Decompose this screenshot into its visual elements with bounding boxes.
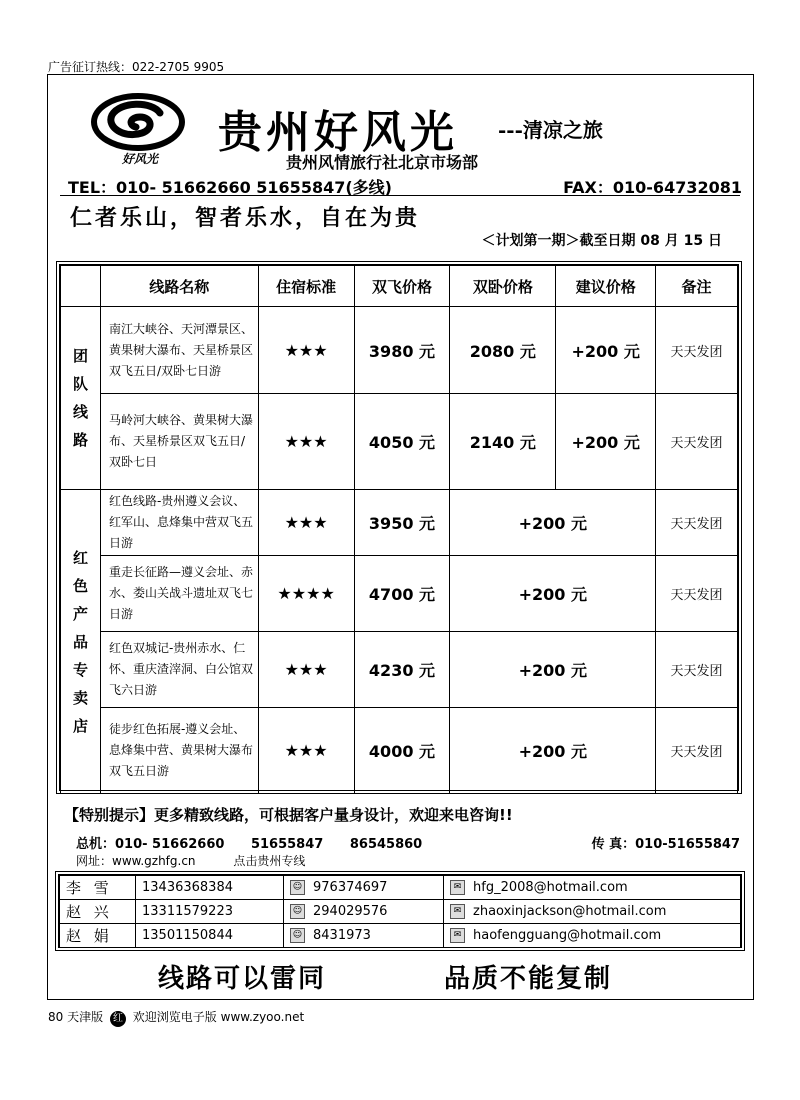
qq-icon: ☺ <box>290 880 305 895</box>
website[interactable]: 网址：www.gzhfg.cn <box>76 854 196 868</box>
table-row <box>61 490 738 556</box>
star-rating: ★★★ <box>258 394 354 490</box>
route-table <box>60 265 738 794</box>
email-icon: ✉ <box>450 880 465 895</box>
contact-name: 赵 娟 <box>60 924 136 948</box>
table-row <box>61 394 738 490</box>
route-name: 马岭河大峡谷、黄果树大瀑布、天星桥景区双飞五日/双卧七日 <box>100 394 258 490</box>
contact-qq: 8431973 <box>313 928 371 943</box>
plan-deadline: ＜计划第一期＞截至日期 08 月 15 日 <box>481 233 722 249</box>
edition: 天津版 <box>67 1010 104 1024</box>
contact-name: 赵 兴 <box>60 900 136 924</box>
tel-line: TEL：010- 51662660 51655847(多线) <box>68 178 392 197</box>
star-rating: ★★★ <box>258 708 354 794</box>
air-price: 4230 元 <box>354 632 450 708</box>
special-tip: 【特别提示】更多精致线路，可根据客户量身设计，欢迎来电咨询!! <box>64 806 513 824</box>
air-price: 4700 元 <box>354 556 450 632</box>
contact-phone: 13436368384 <box>136 876 284 900</box>
route-name: 红色线路-贵州遵义会议、红军山、息烽集中营双飞五日游 <box>100 490 258 556</box>
contact-email[interactable]: hfg_2008@hotmail.com <box>473 880 628 895</box>
star-rating: ★★★★ <box>258 556 354 632</box>
page-footer <box>48 1008 304 1027</box>
footer-url[interactable]: www.zyoo.net <box>220 1010 305 1024</box>
switchboard-line <box>76 833 444 852</box>
welcome-text: 欢迎浏览电子版 <box>132 1010 217 1024</box>
table-row <box>61 708 738 794</box>
email-icon: ✉ <box>450 904 465 919</box>
slogan-left: 线路可以雷同 <box>158 964 327 994</box>
suggest-price: +200 元 <box>450 490 656 556</box>
route-name: 南江大峡谷、天河潭景区、黄果树大瀑布、天星桥景区双飞五日/双卧七日游 <box>100 307 258 394</box>
contact-row <box>60 924 741 948</box>
header-corner <box>61 266 101 307</box>
section-label: 团 队 线 路 <box>61 307 101 490</box>
qq-icon: ☺ <box>290 904 305 919</box>
route-note: 天天发团 <box>656 307 738 394</box>
train-price: 2080 元 <box>450 307 556 394</box>
fax-line: FAX：010-64732081 <box>563 178 742 197</box>
route-note: 天天发团 <box>656 632 738 708</box>
email-icon: ✉ <box>450 928 465 943</box>
header-train-price: 双卧价格 <box>450 266 556 307</box>
suggest-price: +200 元 <box>450 708 656 794</box>
logo-caption: 好风光 <box>121 152 158 166</box>
suggest-price: +200 元 <box>450 556 656 632</box>
red-badge-icon: 红 <box>110 1011 126 1027</box>
table-row <box>61 632 738 708</box>
route-note: 天天发团 <box>656 490 738 556</box>
agency-name: 贵州风情旅行社北京市场部 <box>286 153 479 172</box>
route-note: 天天发团 <box>656 708 738 794</box>
header-air-price: 双飞价格 <box>354 266 450 307</box>
air-price: 4050 元 <box>354 394 450 490</box>
star-rating: ★★★ <box>258 632 354 708</box>
contact-name: 李 雪 <box>60 876 136 900</box>
suggest-price: +200 元 <box>450 632 656 708</box>
route-note: 天天发团 <box>656 394 738 490</box>
contact-email[interactable]: zhaoxinjackson@hotmail.com <box>473 904 667 919</box>
star-rating: ★★★ <box>258 307 354 394</box>
route-name: 红色双城记-贵州赤水、仁怀、重庆渣滓洞、白公馆双飞六日游 <box>100 632 258 708</box>
header-note: 备注 <box>656 266 738 307</box>
brand-subtitle: ---清凉之旅 <box>498 118 603 142</box>
header-hotel: 住宿标准 <box>258 266 354 307</box>
section-label: 红 色 产 品 专 卖 店 <box>61 490 101 794</box>
divider <box>60 195 740 196</box>
contact-phone: 13311579223 <box>136 900 284 924</box>
air-price: 3950 元 <box>354 490 450 556</box>
contact-phone: 13501150844 <box>136 924 284 948</box>
contact-row <box>60 876 741 900</box>
contact-row <box>60 900 741 924</box>
header-route: 线路名称 <box>100 266 258 307</box>
brand-title: 贵州好风光 <box>218 107 458 158</box>
table-row <box>61 307 738 394</box>
ad-hotline: 广告征订热线：022-2705 9905 <box>48 60 225 74</box>
route-name: 重走长征路—遵义会址、赤水、娄山关战斗遗址双飞七日游 <box>100 556 258 632</box>
slogan-right: 品质不能复制 <box>444 964 613 994</box>
contact-qq: 976374697 <box>313 880 388 895</box>
fax-2: 传 真：010-51655847 <box>591 837 740 852</box>
route-name: 徒步红色拓展-遵义会址、息烽集中营、黄果树大瀑布双飞五日游 <box>100 708 258 794</box>
guizhou-link[interactable]: 点击贵州专线 <box>233 854 306 868</box>
phone-2: 51655847 <box>250 837 324 852</box>
page-number: 80 <box>48 1010 64 1024</box>
contact-email[interactable]: haofengguang@hotmail.com <box>473 928 662 943</box>
air-price: 4000 元 <box>354 708 450 794</box>
website-line <box>76 852 339 869</box>
contact-qq: 294029576 <box>313 904 388 919</box>
contact-table <box>59 875 741 948</box>
suggest-price: +200 元 <box>556 394 656 490</box>
air-price: 3980 元 <box>354 307 450 394</box>
table-row <box>61 556 738 632</box>
table-header-row <box>61 266 738 307</box>
star-rating: ★★★ <box>258 490 354 556</box>
train-price: 2140 元 <box>450 394 556 490</box>
swirl-logo-icon <box>90 93 186 151</box>
phone-3: 86545860 <box>349 837 423 852</box>
motto: 仁者乐山，智者乐水，自在为贵 <box>70 205 421 231</box>
header-suggest-price: 建议价格 <box>556 266 656 307</box>
qq-icon: ☺ <box>290 928 305 943</box>
route-note: 天天发团 <box>656 556 738 632</box>
suggest-price: +200 元 <box>556 307 656 394</box>
main-phone: 总机：010- 51662660 <box>76 837 225 852</box>
